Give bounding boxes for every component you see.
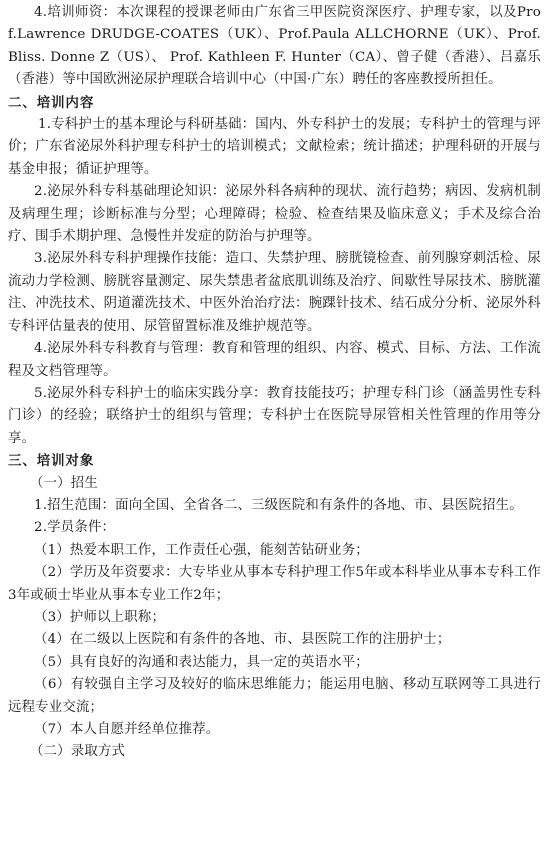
subheading-admission-method: （二）录取方式 [30,744,126,760]
paragraph-content-2: 2.泌尿外科专科基础理论知识：泌尿外科各病种的现状、流行趋势；病因、发病机制及病理生理；诊断标准与分型；心理障碍；检验、检查结果及临床意义；手术及综合治疗、围手术期护理、急慢性并发症的防治与护理等。 [8,184,541,245]
paragraph-student-conditions: 2.学员条件： [34,520,116,536]
list-item-condition-1: （1）热爱本职工作，工作责任心强，能刻苦钻研业务； [34,542,369,558]
list-item-condition-7: （7）本人自愿并经单位推荐。 [34,722,220,737]
subheading-enrollment: （一）招生 [30,475,98,491]
list-item-condition-3: （3）护师以上职称； [34,609,166,625]
paragraph-content-3: 3.泌尿外科专科护理操作技能：造口、失禁护理、膀胱镜检查、前列腺穿刺活检、尿流动力学检测、膀胱容量测定、尿失禁患者盆底肌训练及治疗、间歇性导尿技术、膀胱灌注、冲洗技术、阴道灌洗技术、中医外治治疗法：腕踝针技术、结石成分分析、泌尿外科专科评估量表的使用、尿管留置标准及维护规范等。 [8,251,541,334]
paragraph-enrollment-scope: 1.招生范围：面向全国、全省各二、三级医院和有条件的各地、市、县医院招生。 [34,497,523,513]
paragraph-faculty: 4.培训师资：本次课程的授课老师由广东省三甲医院资深医疗、护理专家，以及Prof.Lawrence DRUDGE-COATES（UK）、Prof.Paula ALLCHORNE（UK）、Prof. Bliss. Donne Z（US）、 Prof. Kathleen F. Hunter（CA）、曾子健（香港）、吕嘉乐（香港）等中国欧洲泌尿护理联合培训中心（中国·广东）聘任的客座教授所担任。 [8,5,541,88]
list-item-condition-5: （5）具有良好的沟通和表达能力，具一定的英语水平； [34,654,369,670]
paragraph-content-5: 5.泌尿外科专科护士的临床实践分享：教育技能技巧；护理专科门诊（涵盖男性专科门诊）的经验；联络护士的组织与管理；专科护士在医院导尿管相关性管理的作用等分享。 [8,385,541,446]
heading-training-target: 三、培训对象 [8,453,95,470]
heading-training-content: 二、培训内容 [8,94,95,111]
paragraph-content-4: 4.泌尿外科专科教育与管理：教育和管理的组织、内容、模式、目标、方法、工作流程及文档管理等。 [8,341,541,379]
list-item-condition-6: （6）有较强自主学习及较好的临床思维能力；能运用电脑、移动互联网等工具进行远程专业交流； [8,677,541,715]
paragraph-content-1: 1.专科护士的基本理论与科研基础：国内、外专科护士的发展；专科护士的管理与评价；广东省泌尿外科护理专科护士的培训模式；文献检索；统计描述；护理科研的开展与基金申报；循证护理等。 [8,117,541,177]
list-item-condition-2: （2）学历及年资要求：大专毕业从事本专科护理工作5年或本科毕业从事本专科工作3年或硕士毕业从事本专业工作2年； [8,565,541,603]
list-item-condition-4: （4）在二级以上医院和有条件的各地、市、县医院工作的注册护士； [34,632,451,648]
